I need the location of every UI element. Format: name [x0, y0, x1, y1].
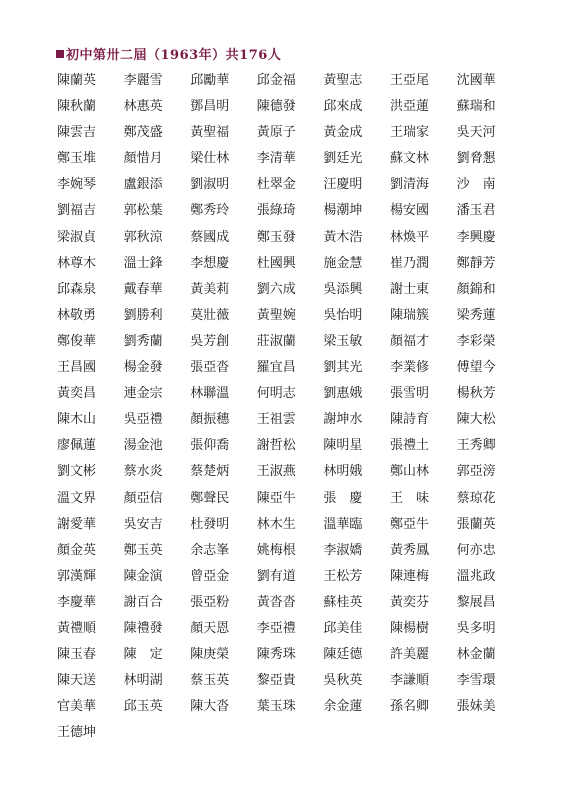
- student-name: 李亞禮: [256, 620, 296, 636]
- student-name: 王亞尾: [389, 73, 429, 88]
- student-name: 何亦忠: [456, 542, 496, 558]
- student-name: 劉有道: [256, 568, 296, 584]
- student-name: 黃金成: [323, 125, 363, 141]
- student-name: 吳添興: [323, 281, 363, 297]
- student-name: 楊潮坤: [323, 203, 363, 219]
- student-name: 黎展昌: [456, 594, 496, 610]
- student-name: 陳庚榮: [190, 647, 230, 663]
- student-name: 林敬勇: [57, 307, 97, 323]
- student-name: 陳秀珠: [256, 647, 296, 663]
- student-name: 張亞沓: [190, 360, 230, 376]
- student-name: 李想慶: [190, 255, 230, 271]
- student-name: 林金蘭: [456, 647, 496, 663]
- student-name: 張仰喬: [190, 438, 230, 454]
- student-name: 鄭聲民: [190, 490, 230, 506]
- student-name: 鄭俊華: [57, 333, 97, 349]
- student-name: 梁玉敏: [323, 333, 363, 349]
- student-name: 姚梅根: [256, 542, 296, 558]
- student-name: 王德坤: [57, 725, 97, 741]
- student-name: 李業修: [389, 360, 429, 376]
- student-name: 吳怡明: [323, 307, 363, 323]
- student-name: 葉玉珠: [256, 699, 296, 715]
- student-name: 謝愛華: [57, 516, 97, 532]
- student-name: 劉其光: [323, 360, 363, 376]
- student-name: 劉淑明: [190, 177, 230, 193]
- student-name: 蔡水炎: [123, 464, 163, 480]
- student-name: 劉清海: [389, 177, 429, 193]
- student-name: 傅望今: [456, 360, 496, 376]
- student-name: 鄭玉堆: [57, 151, 97, 167]
- student-name: 楊金發: [123, 360, 163, 376]
- student-name: 湯金池: [123, 438, 163, 454]
- student-name: 陳大松: [456, 412, 496, 428]
- student-name: 黃聖福: [190, 125, 230, 141]
- student-name: 施金慧: [323, 255, 363, 271]
- student-name: 王松芳: [323, 568, 363, 584]
- student-name: 鄭靜芳: [456, 255, 496, 271]
- student-name: 陳大沓: [190, 699, 230, 715]
- student-name: 邱金福: [256, 73, 296, 88]
- student-name: 謝百合: [123, 594, 163, 610]
- student-name: 王祖雲: [256, 412, 296, 428]
- student-name: 吳亞禮: [123, 412, 163, 428]
- student-name: 郭漢輝: [57, 568, 97, 584]
- student-name: 梁淑貞: [57, 229, 97, 245]
- student-name: 陳秋蘭: [57, 99, 97, 115]
- student-name: 陳楊樹: [389, 620, 429, 636]
- student-name: 邱玉英: [123, 699, 163, 715]
- student-name: 劉勝利: [123, 307, 163, 323]
- student-name: 張禮土: [389, 438, 429, 454]
- student-name: 吳安吉: [123, 516, 163, 532]
- student-name: 吳天河: [456, 125, 496, 141]
- student-name: 劉惠娥: [323, 386, 363, 402]
- student-name: 郭秋涼: [123, 229, 163, 245]
- student-name: 李慶華: [57, 594, 97, 610]
- student-name: 黃美莉: [190, 281, 230, 297]
- student-name: 林聯溫: [190, 386, 230, 402]
- student-name: 顏金英: [57, 542, 97, 558]
- student-name: 林明湖: [123, 673, 163, 689]
- student-name: 梁秀蓮: [456, 307, 496, 323]
- student-name: 鄭茂盛: [123, 125, 163, 141]
- student-name: 李麗雪: [123, 73, 163, 88]
- student-name: 陳天送: [57, 673, 97, 689]
- student-name: 陳雲吉: [57, 125, 97, 141]
- student-name: 張亞粉: [190, 594, 230, 610]
- student-name: 林木生: [256, 516, 296, 532]
- student-name: 陳禮發: [123, 620, 163, 636]
- student-name: 李興慶: [456, 229, 496, 245]
- student-name: 謝坤水: [323, 412, 363, 428]
- student-name: 溫華臨: [323, 516, 363, 532]
- student-name: 吳芳創: [190, 333, 230, 349]
- student-name: 謝哲松: [256, 438, 296, 454]
- student-name: 王淑燕: [256, 464, 296, 480]
- student-name: 楊安國: [389, 203, 429, 219]
- student-name: 梁仕林: [190, 151, 230, 167]
- student-name: 黃聖志: [323, 73, 363, 88]
- heading-text: 初中第卅二屆（1963年）共176人: [66, 48, 282, 63]
- student-name: 劉文彬: [57, 464, 97, 480]
- student-name: 莊淑蘭: [256, 333, 296, 349]
- student-name: 黃原子: [256, 125, 296, 141]
- student-name: 蔡琼花: [456, 490, 496, 506]
- student-name: 林惠英: [123, 99, 163, 115]
- student-name: 杜發明: [190, 516, 230, 532]
- student-name: 何明志: [256, 386, 296, 402]
- student-name: 黃秀鳳: [389, 542, 429, 558]
- student-name: 劉脅懇: [456, 151, 496, 167]
- student-name: 余金蓮: [323, 699, 363, 715]
- student-name: 陳瑞簇: [389, 307, 429, 323]
- student-name: 鄭山林: [389, 464, 429, 480]
- name-list: [57, 72, 507, 750]
- student-name: 鄧昌明: [190, 99, 230, 115]
- student-name: 王秀卿: [456, 438, 496, 454]
- student-name: 吳秋英: [323, 673, 363, 689]
- student-name: 李清華: [256, 151, 296, 167]
- student-name: 羅宜昌: [256, 360, 296, 376]
- student-name: 陳玉春: [57, 647, 97, 663]
- student-name: 顏惜月: [123, 151, 163, 167]
- student-name: 陳蘭英: [57, 73, 97, 88]
- student-name: 邱美佳: [323, 620, 363, 636]
- student-name: 張雪明: [389, 386, 429, 402]
- student-name: 陳木山: [57, 412, 97, 428]
- student-name: 王 味: [389, 490, 429, 506]
- student-name: 鄭玉英: [123, 542, 163, 558]
- student-name: 邱森泉: [57, 281, 97, 297]
- student-name: 戴春華: [123, 281, 163, 297]
- student-name: 崔乃潤: [389, 255, 429, 271]
- student-name: 溫兆政: [456, 568, 496, 584]
- student-name: 陳 定: [123, 647, 163, 663]
- student-name: 沈國華: [456, 73, 496, 88]
- student-name: 陳明星: [323, 438, 363, 454]
- student-name: 李淑嬌: [323, 542, 363, 558]
- student-name: 劉秀蘭: [123, 333, 163, 349]
- student-name: 顏振穗: [190, 412, 230, 428]
- student-name: 杜國興: [256, 255, 296, 271]
- student-name: 杜翠金: [256, 177, 296, 193]
- student-name: 顏福才: [389, 333, 429, 349]
- student-name: 張綠琦: [256, 203, 296, 219]
- student-name: 劉六成: [256, 281, 296, 297]
- student-name: 李婉琴: [57, 177, 97, 193]
- page-heading: [56, 44, 281, 63]
- student-name: 林煥平: [389, 229, 429, 245]
- student-name: 溫士鋒: [123, 255, 163, 271]
- student-name: 溫文界: [57, 490, 97, 506]
- student-name: 李彩榮: [456, 333, 496, 349]
- student-name: 蔡國成: [190, 229, 230, 245]
- student-name: 汪慶明: [323, 177, 363, 193]
- student-name: 洪亞蓮: [389, 99, 429, 115]
- student-name: 陳金演: [123, 568, 163, 584]
- student-name: 孫名卿: [389, 699, 429, 715]
- student-name: 陳亞牛: [256, 490, 296, 506]
- student-name: 廖佩蓮: [57, 438, 97, 454]
- student-name: 陳德發: [256, 99, 296, 115]
- student-name: 劉福吉: [57, 203, 97, 219]
- student-name: 鄭玉發: [256, 229, 296, 245]
- student-name: 蔡玉英: [190, 673, 230, 689]
- student-name: 黃奕芬: [389, 594, 429, 610]
- student-name: 曾亞金: [190, 568, 230, 584]
- student-name: 楊秋芳: [456, 386, 496, 402]
- student-name: 蘇瑞和: [456, 99, 496, 115]
- square-bullet-icon: [56, 50, 64, 58]
- student-name: 蔡楚炳: [190, 464, 230, 480]
- student-name: 李謙順: [389, 673, 429, 689]
- student-name: 陳連梅: [389, 568, 429, 584]
- student-name: 鄭秀玲: [190, 203, 230, 219]
- student-name: 黃奕昌: [57, 386, 97, 402]
- student-name: 劉廷光: [323, 151, 363, 167]
- student-name: 顏亞信: [123, 490, 163, 506]
- student-name: 沙 南: [456, 177, 496, 193]
- student-name: 顏錦和: [456, 281, 496, 297]
- student-name: 黃沓沓: [256, 594, 296, 610]
- student-name: 連金宗: [123, 386, 163, 402]
- student-name: 吳多明: [456, 620, 496, 636]
- student-name: 顏天恩: [190, 620, 230, 636]
- student-name: 余志峯: [190, 542, 230, 558]
- student-name: 邱勵華: [190, 73, 230, 88]
- student-name: 黃禮順: [57, 620, 97, 636]
- student-name: 黃木浩: [323, 229, 363, 245]
- student-name: 林尊木: [57, 255, 97, 271]
- student-name: 謝士東: [389, 281, 429, 297]
- student-name: 鄭亞牛: [389, 516, 429, 532]
- student-name: 莫壯薇: [190, 307, 230, 323]
- student-name: 郭松葉: [123, 203, 163, 219]
- student-name: 王瑞家: [389, 125, 429, 141]
- student-name: 蘇桂英: [323, 594, 363, 610]
- student-name: 黃聖婉: [256, 307, 296, 323]
- student-name: 張 慶: [323, 490, 363, 506]
- student-name: 潘玉君: [456, 203, 496, 219]
- student-name: 黎亞貴: [256, 673, 296, 689]
- student-name: 王昌國: [57, 360, 97, 376]
- student-name: 郭亞滂: [456, 464, 496, 480]
- student-name: 張妹美: [456, 699, 496, 715]
- student-name: 陳詩育: [389, 412, 429, 428]
- student-name: 蘇文林: [389, 151, 429, 167]
- student-name: 許美麗: [389, 647, 429, 663]
- student-name: 盧銀添: [123, 177, 163, 193]
- student-name: 陳廷德: [323, 647, 363, 663]
- student-name: 李雪環: [456, 673, 496, 689]
- student-name: 林明娥: [323, 464, 363, 480]
- student-name: 官美華: [57, 699, 97, 715]
- student-name: 張蘭英: [456, 516, 496, 532]
- student-name: 邱來成: [323, 99, 363, 115]
